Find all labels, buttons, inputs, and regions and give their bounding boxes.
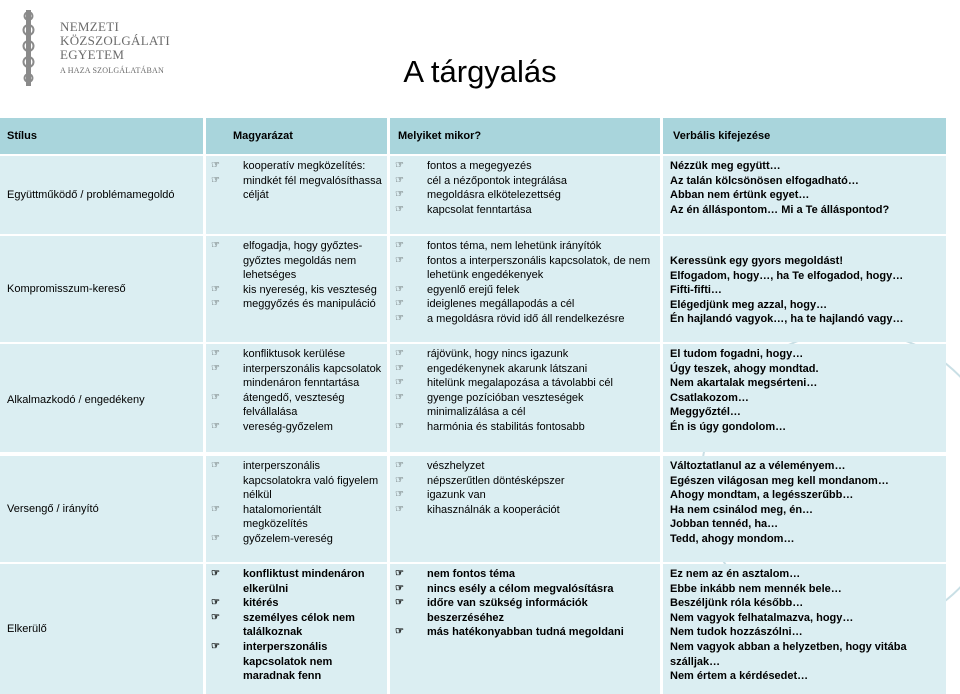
verbal-line: Az én álláspontom… Mi a Te álláspontod? bbox=[670, 203, 890, 216]
style-cell: Kompromisszum-kereső bbox=[0, 236, 203, 342]
list-item: ☞ meggyőzés és manipuláció bbox=[211, 298, 376, 311]
verbal-line: Egészen világosan meg kell mondanom… bbox=[670, 474, 889, 487]
list-item: ☞ fontos a interperszonális kapcsolatok, de nem lehetünk engedékenyek bbox=[395, 254, 651, 282]
verbal-line: Úgy teszek, ahogy mondtad. bbox=[670, 362, 819, 375]
pointing-hand-icon: ☞ bbox=[211, 532, 220, 544]
verbal-cell bbox=[663, 236, 946, 342]
pointing-hand-icon: ☞ bbox=[211, 568, 220, 579]
pointing-hand-icon: ☞ bbox=[395, 503, 404, 515]
verbal-cell bbox=[663, 564, 946, 694]
verbal-line: Keressünk egy gyors megoldást! bbox=[670, 255, 844, 267]
pointing-hand-icon: ☞ bbox=[211, 597, 220, 609]
table-row bbox=[0, 344, 946, 452]
pointing-hand-icon: ☞ bbox=[211, 503, 220, 515]
pointing-hand-icon: ☞ bbox=[395, 240, 404, 251]
logo-line-3: EGYETEM bbox=[60, 47, 125, 62]
table-row bbox=[0, 156, 946, 234]
pointing-hand-icon: ☞ bbox=[211, 160, 220, 171]
list-item: ☞ győzelem-vereség bbox=[211, 532, 333, 545]
list-item: ☞ népszerűtlen döntésképszer bbox=[395, 474, 565, 487]
pointing-hand-icon: ☞ bbox=[211, 362, 220, 374]
explanation-cell bbox=[206, 564, 387, 694]
when-cell bbox=[390, 344, 660, 452]
header-explanation: Magyarázat bbox=[206, 118, 387, 154]
table-row bbox=[0, 564, 946, 694]
list-item: ☞ időre van szükség információk beszerzéséhez bbox=[395, 597, 588, 624]
explanation-cell bbox=[206, 236, 387, 342]
pointing-hand-icon: ☞ bbox=[395, 160, 404, 171]
verbal-cell bbox=[663, 456, 946, 562]
table-row bbox=[0, 456, 946, 562]
pointing-hand-icon: ☞ bbox=[211, 348, 220, 359]
pointing-hand-icon: ☞ bbox=[395, 254, 404, 266]
when-cell bbox=[390, 456, 660, 562]
explanation-cell bbox=[206, 456, 387, 562]
verbal-line: Nem vagyok felhatalmazva, hogy… bbox=[670, 611, 854, 624]
verbal-line: Nézzük meg együtt… bbox=[670, 160, 781, 172]
pointing-hand-icon: ☞ bbox=[395, 203, 404, 215]
list-item: ☞ nincs esély a célom megvalósításra bbox=[395, 582, 614, 595]
pointing-hand-icon: ☞ bbox=[395, 362, 404, 374]
verbal-line: Csatlakozom… bbox=[670, 391, 749, 404]
list-item: ☞ rájövünk, hogy nincs igazunk bbox=[395, 348, 569, 360]
pointing-hand-icon: ☞ bbox=[211, 240, 220, 251]
pointing-hand-icon: ☞ bbox=[211, 391, 220, 403]
list-item: ☞ interperszonális kapcsolatok mindenáron fenntartása bbox=[211, 362, 382, 390]
pointing-hand-icon: ☞ bbox=[211, 460, 220, 471]
pointing-hand-icon: ☞ bbox=[395, 460, 404, 471]
pointing-hand-icon: ☞ bbox=[395, 348, 404, 359]
list-item: ☞ ideiglenes megállapodás a cél bbox=[395, 298, 575, 311]
list-item: ☞ vészhelyzet bbox=[395, 460, 485, 472]
style-cell: Alkalmazkodó / engedékeny bbox=[0, 344, 203, 452]
list-item: ☞ engedékenynek akarunk látszani bbox=[395, 362, 588, 375]
logo-line-2: KÖZSZOLGÁLATI bbox=[60, 33, 171, 48]
list-item: ☞ igazunk van bbox=[395, 489, 486, 502]
list-item: ☞ kis nyereség, kis veszteség bbox=[211, 283, 377, 296]
page-title: A tárgyalás bbox=[403, 54, 557, 89]
logo-tagline: A HAZA SZOLGÁLATÁBAN bbox=[60, 66, 164, 75]
verbal-line: Jobban tennéd, ha… bbox=[670, 518, 779, 531]
list-item: ☞ személyes célok nem találkoznak bbox=[211, 611, 355, 639]
verbal-line: Elfogadom, hogy…, ha Te elfogadod, hogy… bbox=[670, 269, 904, 282]
list-item: ☞ fontos a megegyezés bbox=[395, 160, 532, 172]
pointing-hand-icon: ☞ bbox=[395, 283, 404, 295]
pointing-hand-icon: ☞ bbox=[395, 391, 404, 403]
table-row bbox=[0, 236, 946, 342]
header-style: Stílus bbox=[0, 118, 203, 154]
pointing-hand-icon: ☞ bbox=[395, 298, 404, 310]
pointing-hand-icon: ☞ bbox=[395, 174, 404, 186]
list-item: ☞ átengedő, veszteség felvállalása bbox=[211, 391, 345, 419]
verbal-line: El tudom fogadni, hogy… bbox=[670, 348, 804, 360]
list-item: ☞ hatalomorientált megközelítés bbox=[211, 503, 322, 531]
list-item: ☞ mindkét fél megvalósíthassa célját bbox=[211, 174, 382, 202]
list-item: ☞ kapcsolat fenntartása bbox=[395, 203, 532, 216]
style-cell: Elkerülő bbox=[0, 564, 203, 694]
pointing-hand-icon: ☞ bbox=[395, 377, 404, 389]
verbal-line: Fifti-fifti… bbox=[670, 284, 722, 297]
verbal-line: Ez nem az én asztalom… bbox=[670, 568, 801, 580]
verbal-line: Meggyőztél… bbox=[670, 406, 741, 419]
pointing-hand-icon: ☞ bbox=[395, 582, 404, 594]
list-item: ☞ interperszonális kapcsolatok nem maradnak fenn bbox=[211, 640, 333, 683]
list-item: ☞ vereség-győzelem bbox=[211, 420, 333, 433]
pointing-hand-icon: ☞ bbox=[395, 489, 404, 501]
list-item: ☞ hitelünk megalapozása a távolabbi cél bbox=[395, 377, 613, 390]
when-cell bbox=[390, 564, 660, 694]
table-header bbox=[0, 118, 946, 154]
list-item: ☞ kooperatív megközelítés: bbox=[211, 160, 366, 172]
pointing-hand-icon: ☞ bbox=[395, 189, 404, 201]
list-item: ☞ nem fontos téma bbox=[395, 568, 516, 580]
verbal-line: Az talán kölcsönösen elfogadható… bbox=[670, 174, 859, 187]
when-cell bbox=[390, 236, 660, 342]
pointing-hand-icon: ☞ bbox=[395, 597, 404, 609]
style-cell: Együttműködő / problémamegoldó bbox=[0, 156, 203, 234]
header-when: Melyiket mikor? bbox=[390, 118, 660, 154]
verbal-line: Én is úgy gondolom… bbox=[670, 420, 787, 433]
pointing-hand-icon: ☞ bbox=[395, 312, 404, 324]
style-cell: Versengő / irányító bbox=[0, 456, 203, 562]
verbal-line: Változtatlanul az a véleményem… bbox=[670, 460, 846, 472]
pointing-hand-icon: ☞ bbox=[211, 174, 220, 186]
list-item: ☞ fontos téma, nem lehetünk irányítók bbox=[395, 240, 602, 252]
list-item: ☞ kitérés bbox=[211, 597, 279, 610]
verbal-line: Ebbe inkább nem mennék bele… bbox=[670, 582, 842, 595]
header-verbal: Verbális kifejezése bbox=[663, 118, 946, 154]
explanation-cell bbox=[206, 344, 387, 452]
verbal-cell bbox=[663, 344, 946, 452]
list-item: ☞ egyenlő erejű felek bbox=[395, 283, 520, 296]
list-item: ☞ gyenge pozícióban veszteségek minimalizálása a cél bbox=[395, 391, 584, 419]
pointing-hand-icon: ☞ bbox=[395, 474, 404, 486]
verbal-line: Ha nem csinálod meg, én… bbox=[670, 503, 814, 516]
pointing-hand-icon: ☞ bbox=[211, 420, 220, 432]
verbal-line: Nem értem a kérdésedet… bbox=[670, 670, 809, 683]
verbal-cell bbox=[663, 156, 946, 234]
list-item: ☞ cél a nézőpontok integrálása bbox=[395, 174, 568, 187]
pointing-hand-icon: ☞ bbox=[211, 640, 220, 652]
list-item: ☞ a megoldásra rövid idő áll rendelkezésre bbox=[395, 312, 625, 325]
verbal-line: Abban nem értünk egyet… bbox=[670, 189, 810, 202]
list-item: ☞ kihasználnák a kooperációt bbox=[395, 503, 560, 516]
pointing-hand-icon: ☞ bbox=[395, 626, 404, 638]
list-item: ☞ konfliktust mindenáron elkerülni bbox=[211, 568, 365, 595]
explanation-cell bbox=[206, 156, 387, 234]
verbal-line: Tedd, ahogy mondom… bbox=[670, 532, 795, 545]
pointing-hand-icon: ☞ bbox=[395, 568, 404, 579]
pointing-hand-icon: ☞ bbox=[211, 298, 220, 310]
list-item: ☞ interperszonális kapcsolatokra való figyelem nélkül bbox=[211, 460, 379, 502]
list-item: ☞ harmónia és stabilitás fontosabb bbox=[395, 420, 585, 433]
list-item: ☞ más hatékonyabban tudná megoldani bbox=[395, 626, 624, 639]
verbal-line: Elégedjünk meg azzal, hogy… bbox=[670, 298, 828, 311]
pointing-hand-icon: ☞ bbox=[211, 611, 220, 623]
list-item: ☞ megoldásra elkötelezettség bbox=[395, 189, 561, 202]
verbal-line: Ahogy mondtam, a legésszerűbb… bbox=[670, 489, 854, 502]
pointing-hand-icon: ☞ bbox=[211, 283, 220, 295]
pointing-hand-icon: ☞ bbox=[395, 420, 404, 432]
verbal-line: Én hajlandó vagyok…, ha te hajlandó vagy… bbox=[670, 313, 904, 326]
verbal-line: Beszéljünk róla később… bbox=[670, 597, 804, 610]
logo-line-1: NEMZETI bbox=[60, 19, 120, 34]
when-cell bbox=[390, 156, 660, 234]
verbal-line: Nem tudok hozzászólni… bbox=[670, 626, 803, 639]
list-item: ☞ konfliktusok kerülése bbox=[211, 348, 346, 360]
verbal-line: Nem akartalak megsérteni… bbox=[670, 377, 818, 390]
verbal-line: Nem vagyok abban a helyzetben, hogy vitába szálljak… bbox=[670, 640, 907, 668]
list-item: ☞ elfogadja, hogy győztes-győztes megoldás nem lehetséges bbox=[211, 240, 363, 282]
